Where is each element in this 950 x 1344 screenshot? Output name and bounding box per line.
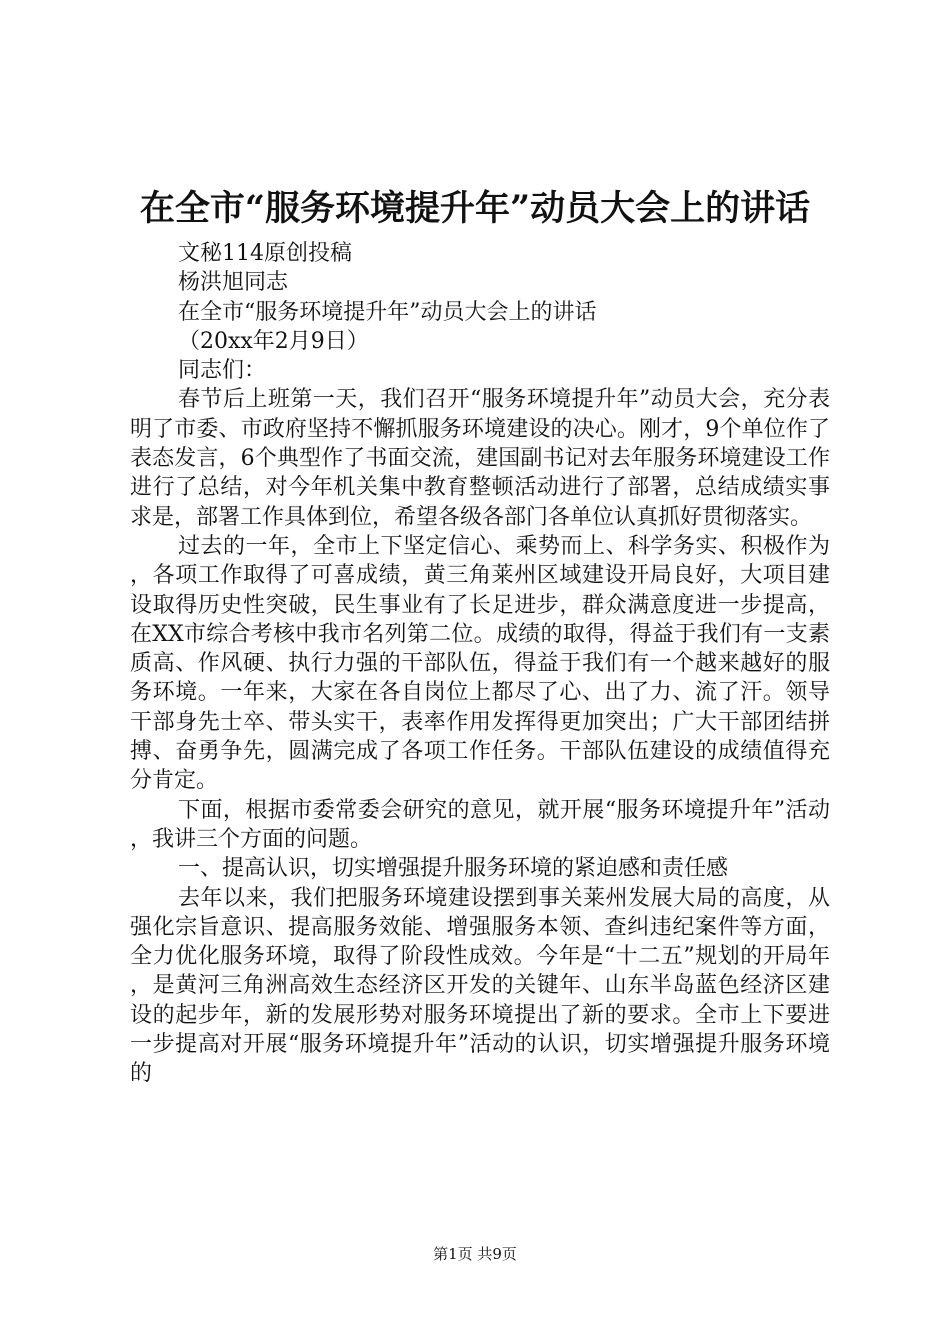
paragraph-opening: 春节后上班第一天，我们召开“服务环境提升年”动员大会，充分表明了市委、市政府坚持不懈抓服务环境建设的决心。刚才，9个单位作了表态发言，6个典型作了书面交流，建国副书记对去年服务环境建设工作进行了总结，对今年机关集中教育整顿活动进行了部署，总结成绩实事求是，部署工作具体到位，希望各级各部门各单位认真抓好贯彻落实。 (130, 387, 830, 530)
document-title: 在全市“服务环境提升年”动员大会上的讲话 (139, 188, 811, 229)
source-line: 文秘114原创投稿 (178, 241, 352, 266)
page-number-footer: 第1页 共9页 (433, 1245, 517, 1263)
paragraph-achievements: 过去的一年，全市上下坚定信心、乘势而上、科学务实、积极作为，各项工作取得了可喜成绩，黄三角莱州区域建设开局良好，大项目建设取得历史性突破，民生事业有了长足进步，群众满意度进一步提高，在XX市综合考核中我市名列第二位。成绩的取得，得益于我们有一支素质高、作风硬、执行力强的干部队伍，得益于我们有一个越来越好的服务环境。一年来，大家在各自岗位上都尽了心、出了力、流了汗。领导干部身先士卒、带头实干，表率作用发挥得更加突出；广大干部团结拼搏、奋勇争先，圆满完成了各项工作任务。干部队伍建设的成绩值得充分肯定。 (130, 533, 830, 794)
document-body (130, 239, 830, 1089)
speech-title-line: 在全市“服务环境提升年”动员大会上的讲话 (178, 299, 597, 325)
salutation-line: 同志们： (178, 358, 267, 384)
date-line: （20xx年2月9日） (178, 328, 369, 354)
paragraph-section-one: 去年以来，我们把服务环境建设摆到事关莱州发展大局的高度，从强化宗旨意识、提高服务效能、增强服务本领、查纠违纪案件等方面，全力优化服务环境，取得了阶段性成效。今年是“十二五”规划的开局年，是黄河三角洲高效生态经济区开发的关键年、山东半岛蓝色经济区建设的起步年，新的发展形势对服务环境提出了新的要求。全市上下要进一步提高对开展“服务环境提升年”活动的认识，切实增强提升服务环境的 (130, 885, 830, 1087)
author-line: 杨洪旭同志 (178, 270, 289, 296)
paragraph-outline: 下面，根据市委常委会研究的意见，就开展“服务环境提升年”活动，我讲三个方面的问题。 (130, 797, 830, 852)
section-heading: 一、提高认识，切实增强提升服务环境的紧迫感和责任感 (178, 856, 729, 882)
